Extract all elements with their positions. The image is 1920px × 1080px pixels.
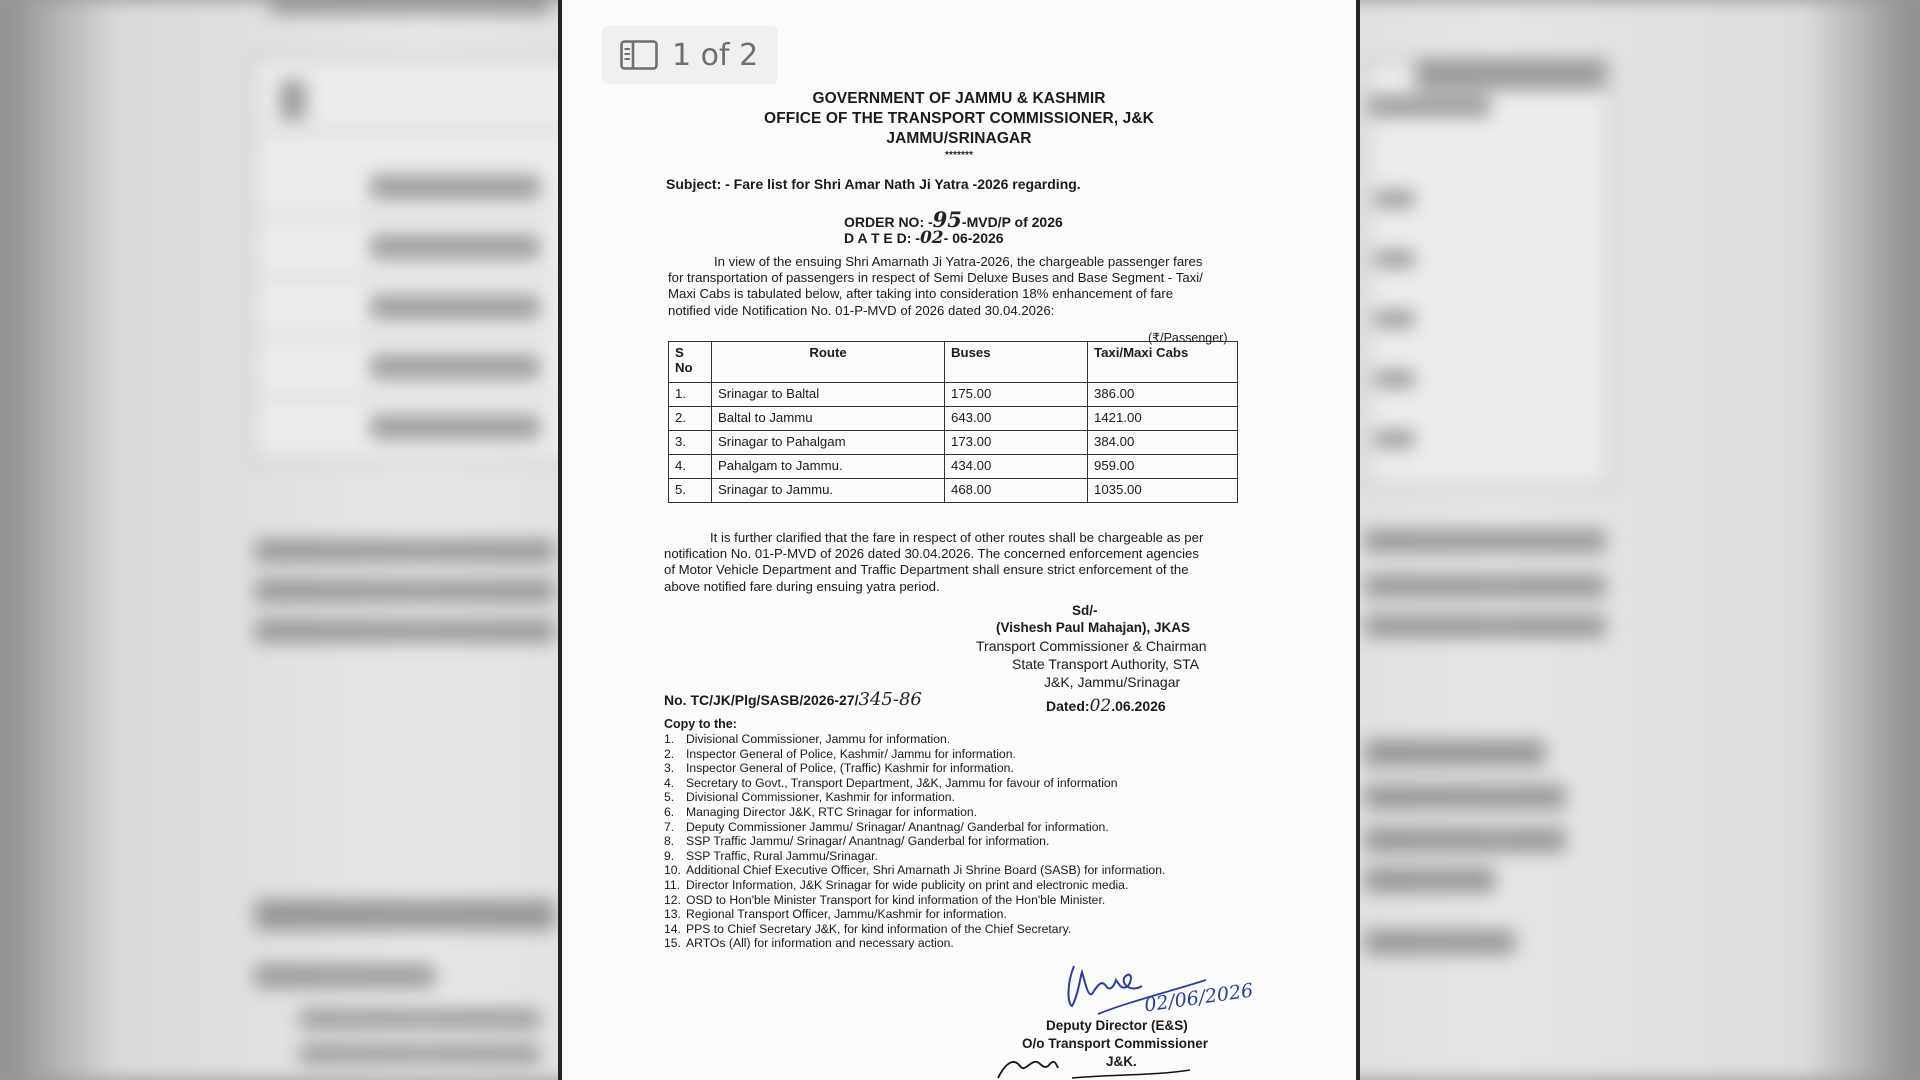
- list-item-text: Secretary to Govt., Transport Department, J&K, Jammu for favour of information: [686, 775, 1118, 790]
- list-item: [664, 790, 1165, 805]
- header-taxi-maxi-cabs: Taxi/Maxi Cabs: [1088, 342, 1238, 383]
- list-item-number: 5.: [664, 790, 675, 805]
- fare-table-header-row: [669, 342, 1238, 383]
- table-row: [669, 407, 1238, 431]
- reference-number: [664, 689, 922, 710]
- list-item-text: Director Information, J&K Srinagar for wide publicity on print and electronic media.: [686, 877, 1129, 892]
- paragraph-2-line: It is further clarified that the fare in respect of other routes shall be chargeable as per: [710, 530, 1204, 545]
- subject-text: : - Fare list for Shri Amar Nath Ji Yatra -2026 regarding.: [716, 176, 1081, 192]
- document-page: [558, 0, 1360, 1080]
- order-number-handwritten: 95: [932, 207, 962, 232]
- cell-route: Baltal to Jammu: [712, 407, 945, 431]
- list-item-text: Divisional Commissioner, Jammu for information.: [686, 732, 951, 746]
- header-stars: *******: [945, 150, 973, 161]
- table-row: [669, 383, 1238, 407]
- list-item-number: 7.: [664, 819, 675, 834]
- list-item-number: 2.: [664, 746, 675, 761]
- cell-route: Srinagar to Jammu.: [712, 479, 945, 503]
- list-item-number: 3.: [664, 761, 675, 776]
- copy-to-label: Copy to the:: [664, 717, 737, 731]
- list-item: [664, 922, 1165, 937]
- list-item: [664, 820, 1165, 835]
- header-line-2: OFFICE OF THE TRANSPORT COMMISSIONER, J&K: [764, 110, 1154, 127]
- list-item-text: Divisional Commissioner, Kashmir for information.: [686, 790, 955, 805]
- paragraph-1-line: Maxi Cabs is tabulated below, after taking into consideration 18% enhancement of fare: [668, 286, 1174, 302]
- cell-sno: 1.: [669, 383, 712, 407]
- list-item-number: 10.: [664, 863, 681, 878]
- list-item-number: 14.: [664, 921, 681, 936]
- order-prefix: ORDER NO: -: [844, 214, 933, 230]
- sd-mark: Sd/-: [1072, 603, 1098, 618]
- table-row: [669, 431, 1238, 455]
- list-item: [664, 907, 1165, 922]
- header-route: Route: [712, 342, 945, 383]
- list-item-number: 6.: [664, 804, 675, 819]
- list-item-number: 8.: [664, 834, 675, 849]
- list-item-text: Inspector General of Police, Kashmir/ Jammu for information.: [686, 746, 1016, 761]
- list-item-number: 15.: [664, 936, 681, 951]
- dated-prefix: D A T E D: -: [844, 230, 920, 246]
- dated-suffix: - 06-2026: [943, 230, 1004, 246]
- list-item: [664, 878, 1165, 893]
- list-item-number: 11.: [664, 877, 681, 892]
- subject-line: [666, 176, 1081, 192]
- reference-prefix: No. TC/JK/Plg/SASB/2026-27/: [664, 692, 859, 708]
- paragraph-1-line: notified vide Notification No. 01-P-MVD of 2026 dated 30.04.2026:: [668, 302, 1055, 318]
- table-row: [669, 455, 1238, 479]
- list-item: [664, 747, 1165, 762]
- list-item: [664, 805, 1165, 820]
- cell-buses: 175.00: [945, 383, 1088, 407]
- subject-label: Subject: [666, 176, 717, 192]
- header-line-1: GOVERNMENT OF JAMMU & KASHMIR: [812, 90, 1106, 107]
- list-item-text: OSD to Hon'ble Minister Transport for kind information of the Hon'ble Minister.: [686, 892, 1106, 907]
- jk-label: J&K.: [1106, 1054, 1137, 1069]
- paragraph-2: [664, 530, 1234, 595]
- cell-sno: 3.: [669, 431, 712, 455]
- signatory-title-1: Transport Commissioner & Chairman: [976, 638, 1207, 654]
- signatory-name: (Vishesh Paul Mahajan), JKAS: [996, 620, 1191, 635]
- list-item-text: ARTOs (All) for information and necessary action.: [686, 936, 954, 951]
- page-indicator[interactable]: [602, 26, 778, 84]
- cell-taxi: 1421.00: [1088, 407, 1238, 431]
- cell-buses: 643.00: [945, 407, 1088, 431]
- list-item-number: 9.: [664, 848, 675, 863]
- cell-buses: 468.00: [945, 479, 1088, 503]
- cell-sno: 2.: [669, 407, 712, 431]
- header-line-3: JAMMU/SRINAGAR: [886, 130, 1032, 147]
- paragraph-2-line: of Motor Vehicle Department and Traffic Department shall ensure strict enforcement of the: [664, 562, 1189, 578]
- reference-day-handwritten: 02: [1089, 696, 1112, 716]
- cell-sno: 5.: [669, 479, 712, 503]
- list-item: [664, 849, 1165, 864]
- cell-route: Pahalgam to Jammu.: [712, 455, 945, 479]
- unit-note: (₹/Passenger): [1148, 331, 1228, 345]
- deputy-director-title: Deputy Director (E&S): [1046, 1018, 1188, 1033]
- fare-table: [668, 341, 1238, 503]
- cell-taxi: 959.00: [1088, 455, 1238, 479]
- order-suffix: -MVD/P of 2026: [961, 214, 1063, 230]
- order-number-line: [844, 207, 1063, 232]
- list-item-number: 12.: [664, 892, 681, 907]
- signatory-title-2: State Transport Authority, STA: [1012, 656, 1200, 672]
- list-item: [664, 863, 1165, 878]
- paragraph-2-line: notification No. 01-P-MVD of 2026 dated 30.04.2026. The concerned enforcement agencies: [664, 546, 1199, 562]
- list-item-number: 4.: [664, 775, 675, 790]
- list-item: [664, 834, 1165, 849]
- signatory-title-3: J&K, Jammu/Srinagar: [1044, 674, 1181, 690]
- header-buses: Buses: [945, 342, 1088, 383]
- reference-dated-label: Dated:: [1046, 698, 1090, 714]
- list-item: [664, 761, 1165, 776]
- cell-taxi: 384.00: [1088, 431, 1238, 455]
- list-item-text: Managing Director J&K, RTC Srinagar for information.: [686, 804, 978, 819]
- office-title: O/o Transport Commissioner: [1022, 1036, 1209, 1051]
- sidebar-toggle-icon[interactable]: [620, 40, 658, 70]
- reference-dated-suffix: .06.2026: [1111, 698, 1166, 714]
- list-item-text: SSP Traffic, Rural Jammu/Srinagar.: [686, 848, 878, 863]
- handwritten-date: 02/06/2026: [1142, 979, 1255, 1017]
- page-indicator-text: 1 of 2: [672, 37, 759, 73]
- cell-buses: 434.00: [945, 455, 1088, 479]
- list-item: [664, 893, 1165, 908]
- list-item-text: Regional Transport Officer, Jammu/Kashmir for information.: [686, 907, 1007, 922]
- cell-taxi: 386.00: [1088, 383, 1238, 407]
- reference-date: [1046, 698, 1166, 714]
- paragraph-1-line: for transportation of passengers in respect of Semi Deluxe Buses and Base Segment - Taxi/: [668, 270, 1203, 286]
- list-item: [664, 776, 1165, 791]
- header-sno: S No: [669, 342, 712, 383]
- cell-buses: 173.00: [945, 431, 1088, 455]
- list-item-number: 1.: [664, 732, 675, 746]
- reference-number-handwritten: 345-86: [858, 689, 922, 710]
- list-item-number: 13.: [664, 907, 681, 922]
- dated-day-handwritten: 02: [919, 228, 944, 248]
- paragraph-1-line: In view of the ensuing Shri Amarnath Ji Yatra-2026, the chargeable passenger fares: [714, 254, 1203, 269]
- copy-to-list: [664, 732, 1165, 951]
- order-date-line: [844, 230, 1004, 246]
- list-item: [664, 936, 1165, 951]
- cell-route: Srinagar to Baltal: [712, 383, 945, 407]
- cell-taxi: 1035.00: [1088, 479, 1238, 503]
- list-item-text: PPS to Chief Secretary J&K, for kind information of the Chief Secretary.: [686, 921, 1072, 936]
- list-item-text: Deputy Commissioner Jammu/ Srinagar/ Anantnag/ Ganderbal for information.: [686, 819, 1109, 834]
- list-item: [664, 732, 1165, 747]
- list-item-text: Inspector General of Police, (Traffic) Kashmir for information.: [686, 761, 1014, 776]
- initials-scribble: [992, 1048, 1192, 1080]
- cell-sno: 4.: [669, 455, 712, 479]
- paragraph-1: [668, 254, 1238, 319]
- list-item-text: SSP Traffic Jammu/ Srinagar/ Anantnag/ Ganderbal for information.: [686, 834, 1050, 849]
- cell-route: Srinagar to Pahalgam: [712, 431, 945, 455]
- paragraph-2-line: above notified fare during ensuing yatra period.: [664, 578, 940, 594]
- table-row: [669, 479, 1238, 503]
- list-item-text: Additional Chief Executive Officer, Shri Amarnath Ji Shrine Board (SASB) for information.: [686, 863, 1166, 878]
